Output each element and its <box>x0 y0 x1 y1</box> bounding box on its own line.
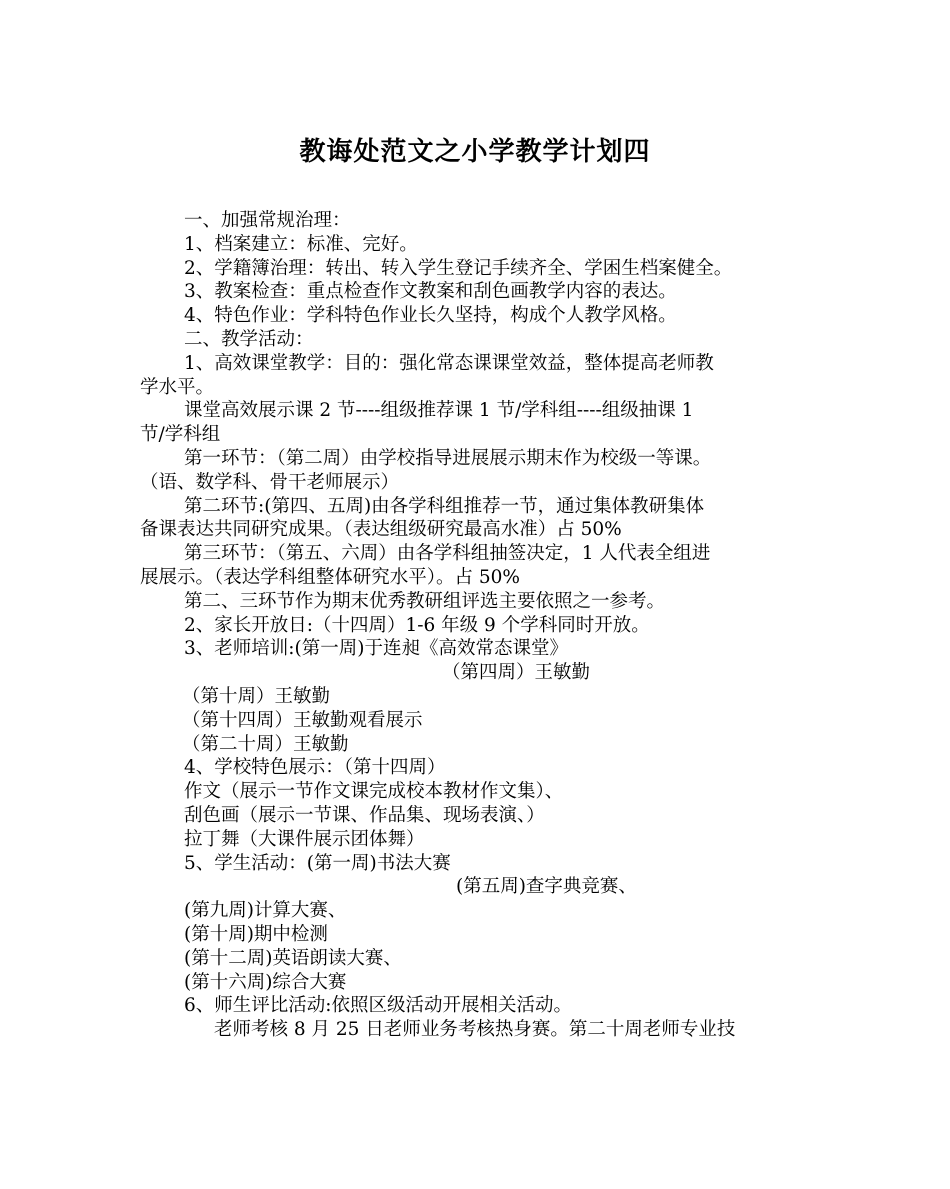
text-line: 作文（展示一节作文课完成校本教材作文集）、 <box>184 781 564 803</box>
text-line: 学水平。 <box>140 376 215 398</box>
text-line: 备课表达共同研究成果。（表达组级研究最高水准）占 50% <box>140 519 622 541</box>
text-line: (第十周)期中检测 <box>184 923 328 945</box>
text-line: 6、师生评比活动:依照区级活动开展相关活动。 <box>184 995 573 1017</box>
text-line: 2、学籍簿治理：转出、转入学生登记手续齐全、学困生档案健全。 <box>184 257 733 279</box>
document-body <box>140 209 830 1042</box>
text-line: 2、家长开放日:（十四周）1-6 年级 9 个学科同时开放。 <box>184 614 650 636</box>
text-line: （第二十周）王敏勤 <box>182 733 349 755</box>
text-line: 节/学科组 <box>140 424 221 446</box>
document-title: 教诲处范文之小学教学计划四 <box>299 137 651 167</box>
text-line: 二、教学活动： <box>184 328 314 350</box>
text-line: 3、老师培训:(第一周)于连昶《高效常态课堂》 <box>184 638 568 660</box>
text-line: 老师考核 8 月 25 日老师业务考核热身赛。第二十周老师专业技 <box>214 1019 736 1041</box>
text-line: 4、学校特色展示：（第十四周） <box>184 757 446 779</box>
text-line: 4、特色作业：学科特色作业长久坚持，构成个人教学风格。 <box>184 305 677 327</box>
text-line: 第二环节:(第四、五周)由各学科组推荐一节，通过集体教研集体 <box>184 495 705 517</box>
text-line: (第十六周)综合大赛 <box>184 971 347 993</box>
text-line: 3、教案检查：重点检查作文教案和刮色画教学内容的表达。 <box>184 281 677 303</box>
text-line: 刮色画（展示一节课、作品集、现场表演、） <box>184 804 545 826</box>
text-line: 拉丁舞（大课件展示团体舞） <box>184 828 425 850</box>
text-line: (第九周)计算大赛、 <box>184 900 347 922</box>
text-line: 第二、三环节作为期末优秀教研组评选主要依照之一参考。 <box>184 590 666 612</box>
text-line: （第十四周）王敏勤观看展示 <box>182 709 423 731</box>
text-line: 5、学生活动：(第一周)书法大赛 <box>184 852 451 874</box>
text-line: 课堂高效展示课 2 节----组级推荐课 1 节/学科组----组级抽课 1 <box>184 400 694 422</box>
text-line: （第十周）王敏勤 <box>182 685 331 707</box>
text-line: 1、高效课堂教学：目的：强化常态课课堂效益，整体提高老师教 <box>184 352 714 374</box>
text-line: （第四周）王敏勤 <box>442 662 591 684</box>
text-line: （语、数学科、骨干老师展示） <box>140 471 400 493</box>
text-line: 展展示。（表达学科组整体研究水平）。占 50% <box>140 566 521 588</box>
text-line: (第五周)查字典竞赛、 <box>456 876 637 898</box>
text-line: 第三环节：（第五、六周）由各学科组抽签决定，1 人代表全组进 <box>184 543 711 565</box>
text-line: 一、加强常规治理： <box>184 210 351 231</box>
text-line: 1、档案建立：标准、完好。 <box>184 233 418 255</box>
text-line: 第一环节：（第二周）由学校指导进展展示期末作为校级一等课。 <box>184 447 712 469</box>
text-line: (第十二周)英语朗读大赛、 <box>184 947 402 969</box>
